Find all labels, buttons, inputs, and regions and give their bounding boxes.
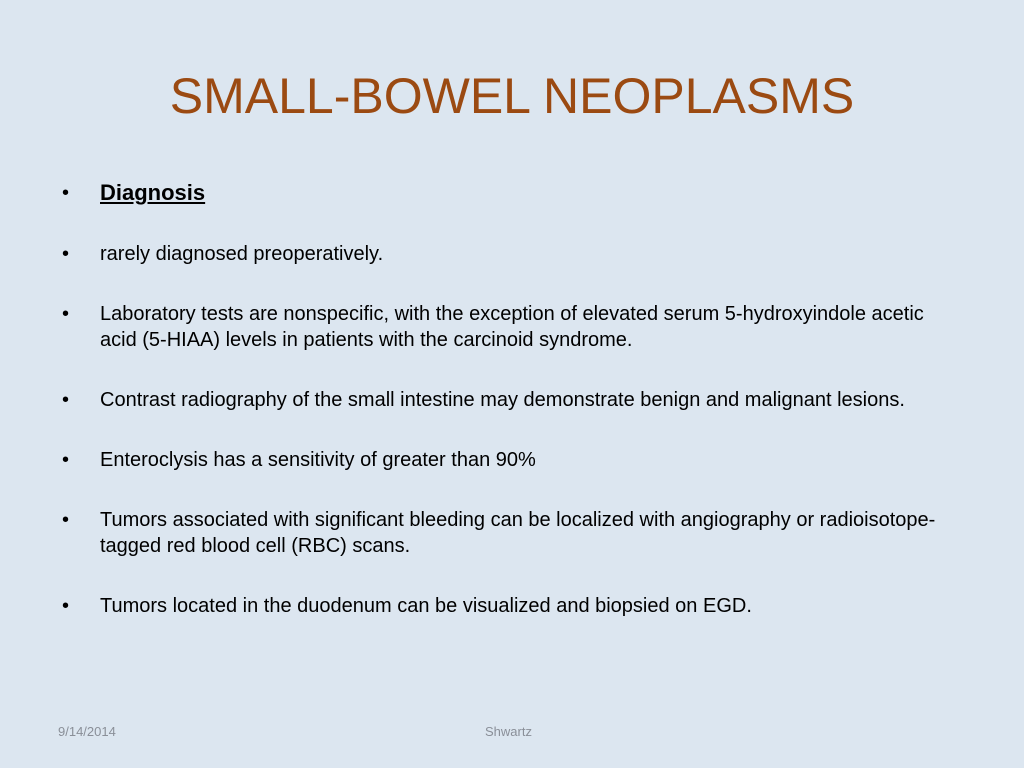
bullet-icon: • [62,303,70,325]
bullet-item [62,507,962,559]
bullet-text: rarely diagnosed preoperatively. [100,243,384,265]
bullet-icon: • [62,389,70,411]
footer-date: 9/14/2014 [58,724,116,739]
slide-title: SMALL-BOWEL NEOPLASMS [169,68,855,124]
bullet-icon: • [62,243,70,265]
bullet-icon: • [62,449,70,471]
bullet-text: Laboratory tests are nonspecific, with the exception of elevated serum 5-hydroxyindole acetic acid (5-HIAA) levels in patients with the carcinoid syndrome. [100,303,924,351]
bullet-list [62,180,962,653]
bullet-icon: • [62,182,70,204]
bullet-item [62,593,962,619]
bullet-text: Contrast radiography of the small intestine may demonstrate benign and malignant lesions. [100,389,905,411]
bullet-text: Enteroclysis has a sensitivity of greater than 90% [100,449,536,471]
bullet-item [62,447,962,473]
bullet-icon: • [62,509,70,531]
bullet-item [62,301,962,353]
bullet-item [62,241,962,267]
bullet-icon: • [62,595,70,617]
bullet-text: Tumors associated with significant bleeding can be localized with angiography or radioisotope-tagged red blood cell (RBC) scans. [100,509,936,557]
section-heading: Diagnosis [100,180,206,205]
bullet-item-heading [62,180,962,207]
bullet-text: Tumors located in the duodenum can be visualized and biopsied on EGD. [100,595,752,617]
footer-author: Shwartz [485,724,532,739]
bullet-item [62,387,962,413]
